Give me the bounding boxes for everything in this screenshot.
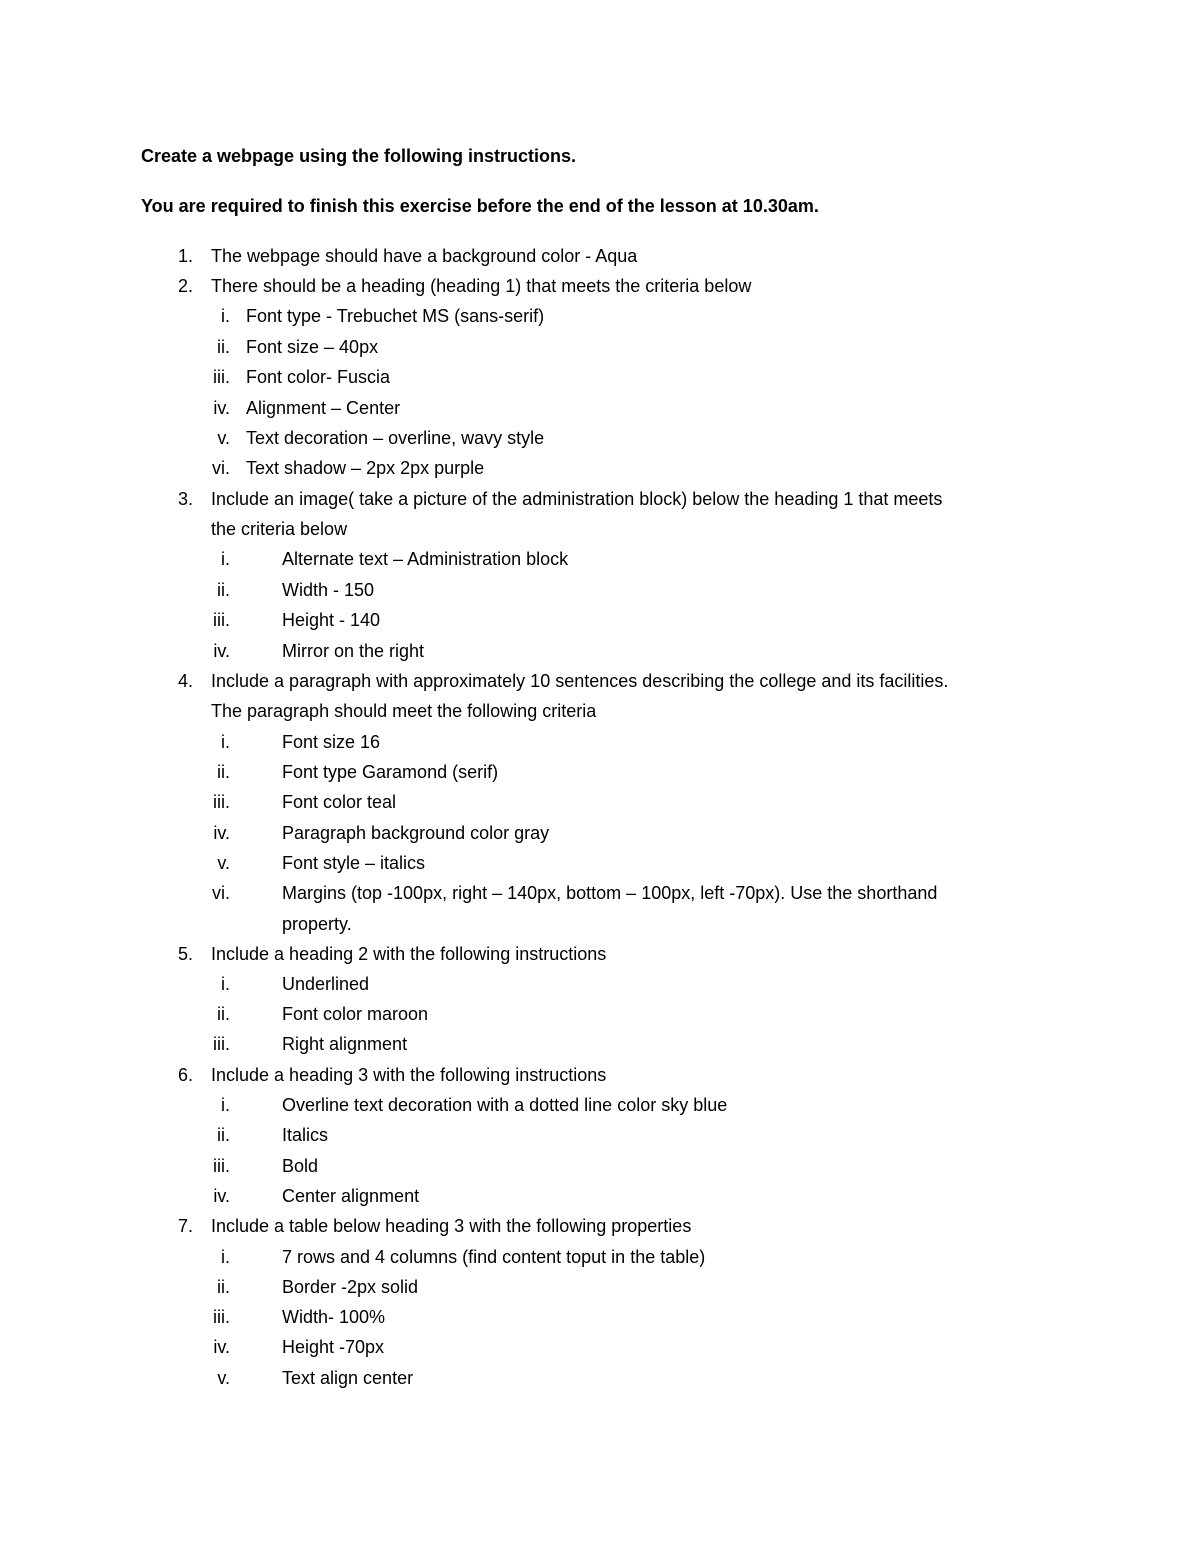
sub-text: Font color teal xyxy=(282,792,397,812)
sub-text: Width - 150 xyxy=(282,580,375,600)
sub-text: Mirror on the right xyxy=(282,641,425,661)
sub-number: iv. xyxy=(213,823,230,843)
sub-text: Alignment – Center xyxy=(246,398,401,418)
sub-number: iii. xyxy=(213,1156,230,1176)
sub-text: Margins (top -100px, right – 140px, bottom – 100px, left -70px). Use the shorthand xyxy=(282,883,938,903)
sub-number: ii. xyxy=(217,1277,230,1297)
sub-number: ii. xyxy=(217,580,230,600)
sub-text: Font color- Fuscia xyxy=(246,367,391,387)
instruction-title: Create a webpage using the following instructions. xyxy=(141,146,577,166)
sub-number: i. xyxy=(221,549,230,569)
list-text: Include a table below heading 3 with the following properties xyxy=(211,1216,692,1236)
sub-number: v. xyxy=(217,428,230,448)
sub-text: Width- 100% xyxy=(282,1307,386,1327)
sub-text: Text shadow – 2px 2px purple xyxy=(246,458,485,478)
sub-number: ii. xyxy=(217,1125,230,1145)
sub-text: Font color maroon xyxy=(282,1004,429,1024)
sub-number: i. xyxy=(221,1247,230,1267)
list-text: the criteria below xyxy=(211,519,348,539)
sub-number: v. xyxy=(217,1368,230,1388)
list-number: 5. xyxy=(177,944,193,964)
sub-text: property. xyxy=(282,914,352,934)
list-text: The webpage should have a background color - Aqua xyxy=(211,246,638,266)
sub-number: iii. xyxy=(213,792,230,812)
list-number: 2. xyxy=(177,276,193,296)
sub-number: v. xyxy=(217,853,230,873)
sub-text: Overline text decoration with a dotted line color sky blue xyxy=(282,1095,728,1115)
list-text: Include a heading 2 with the following instructions xyxy=(211,944,607,964)
list-number: 4. xyxy=(177,671,193,691)
sub-number: iv. xyxy=(213,398,230,418)
sub-number: iv. xyxy=(213,1337,230,1357)
sub-number: ii. xyxy=(217,762,230,782)
sub-number: iii. xyxy=(213,610,230,630)
sub-number: iv. xyxy=(213,1186,230,1206)
sub-number: iii. xyxy=(213,1034,230,1054)
list-number: 3. xyxy=(177,489,193,509)
sub-number: i. xyxy=(221,732,230,752)
sub-number: iv. xyxy=(213,641,230,661)
sub-text: Font type Garamond (serif) xyxy=(282,762,499,782)
sub-number: ii. xyxy=(217,1004,230,1024)
sub-text: Center alignment xyxy=(282,1186,420,1206)
sub-number: i. xyxy=(221,1095,230,1115)
sub-text: Border -2px solid xyxy=(282,1277,419,1297)
sub-number: i. xyxy=(221,306,230,326)
deadline-note: You are required to finish this exercise before the end of the lesson at 10.30am. xyxy=(141,196,819,216)
sub-text: Alternate text – Administration block xyxy=(282,549,569,569)
sub-text: Font type - Trebuchet MS (sans-serif) xyxy=(246,306,545,326)
sub-text: Bold xyxy=(282,1156,319,1176)
list-number: 1. xyxy=(177,246,193,266)
sub-text: Font size – 40px xyxy=(246,337,379,357)
sub-number: vi. xyxy=(212,883,230,903)
list-text: There should be a heading (heading 1) that meets the criteria below xyxy=(211,276,752,296)
list-text: Include a paragraph with approximately 10 sentences describing the college and its facilities. xyxy=(211,671,949,691)
sub-text: 7 rows and 4 columns (find content toput in the table) xyxy=(282,1247,706,1267)
sub-text: Height - 140 xyxy=(282,610,381,630)
sub-text: Underlined xyxy=(282,974,370,994)
list-number: 7. xyxy=(177,1216,193,1236)
sub-text: Italics xyxy=(282,1125,329,1145)
sub-number: iii. xyxy=(213,367,230,387)
sub-number: vi. xyxy=(212,458,230,478)
list-text: The paragraph should meet the following criteria xyxy=(211,701,597,721)
sub-number: i. xyxy=(221,974,230,994)
list-number: 6. xyxy=(177,1065,193,1085)
list-text: Include an image( take a picture of the administration block) below the heading 1 that meets xyxy=(211,489,943,509)
sub-text: Right alignment xyxy=(282,1034,408,1054)
sub-text: Text decoration – overline, wavy style xyxy=(246,428,545,448)
list-text: Include a heading 3 with the following instructions xyxy=(211,1065,607,1085)
sub-number: iii. xyxy=(213,1307,230,1327)
sub-number: ii. xyxy=(217,337,230,357)
sub-text: Font size 16 xyxy=(282,732,381,752)
sub-text: Text align center xyxy=(282,1368,414,1388)
sub-text: Font style – italics xyxy=(282,853,426,873)
sub-text: Paragraph background color gray xyxy=(282,823,550,843)
sub-text: Height -70px xyxy=(282,1337,385,1357)
